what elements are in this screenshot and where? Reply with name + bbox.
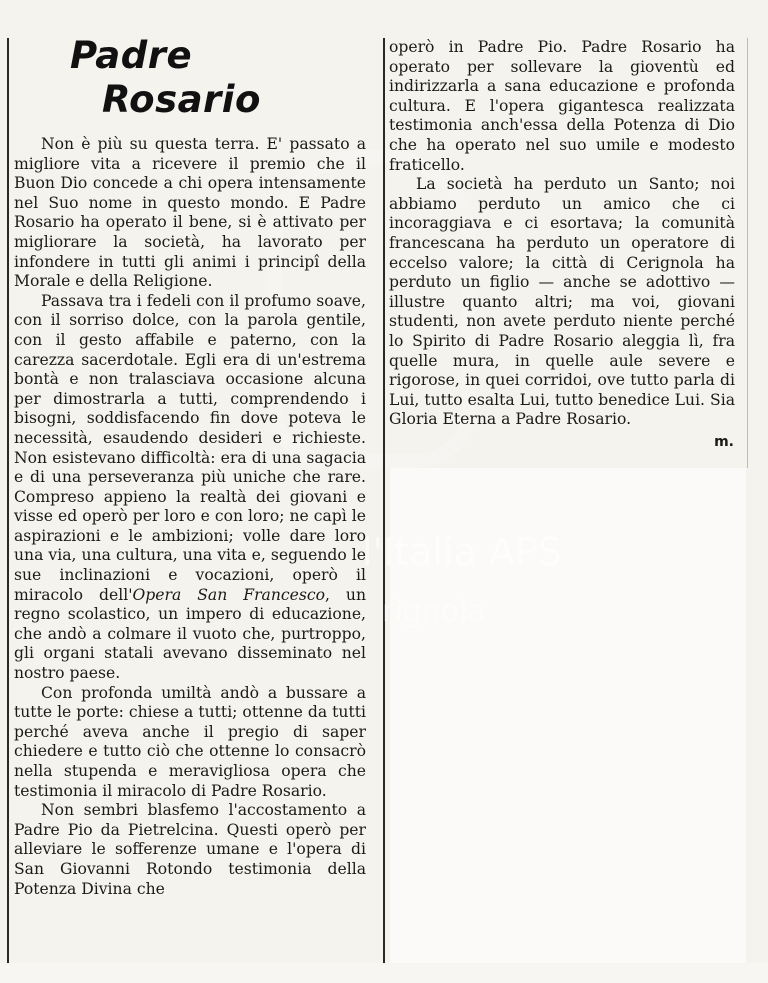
author-signature: m. xyxy=(714,433,734,450)
paragraph-5: La società ha perduto un Santo; noi abbiamo perduto un amico che ci incoraggiava e ci esortava; la comunità francescana ha perduto un operatore di eccelso valore; la città di Cerignola ha perduto un figlio — anche se adottivo — illustre quanto altri; ma voi, giovani studenti, non avete perduto niente perché lo Spirito di Padre Rosario aleggia lì, fra quelle mura, in quelle aule severe e rigorose, in quei corridoi, ove tutto parla di Lui, tutto esalta Lui, tutto benedice Lui. Sia Gloria Eterna a Padre Rosario. xyxy=(389,175,735,429)
title-line-2: Rosario xyxy=(102,78,261,121)
column-divider xyxy=(383,38,385,963)
left-border-rule xyxy=(7,38,9,963)
paragraph-2 xyxy=(14,292,366,684)
right-column xyxy=(389,38,735,452)
paragraph-4: Non sembri blasfemo l'accostamento a Padre Pio da Pietrelcina. Questi operò per alleviare le sofferenze umane e l'opera di San Giovanni Rotondo testimonia della Potenza Divina che xyxy=(14,801,366,898)
title-line-1: Padre xyxy=(70,34,193,77)
article-title xyxy=(70,34,310,122)
left-column xyxy=(14,135,366,899)
watermark-text-2: rignola xyxy=(382,594,486,629)
paragraph-2-text-b: , un regno scolastico, un impero di educazione, che andò a colmare il vuoto che, purtroppo, gli organi statali avevano disseminato nel nostro paese. xyxy=(14,585,367,683)
blank-area xyxy=(390,468,746,963)
paragraph-3: Con profonda umiltà andò a bussare a tutte le porte: chiese a tutti; ottenne da tutti perché aveva anche il pregio di saper chiedere e tutto ciò che ottenne lo consacrò nella stupenda e meravigliosa opera che testimonia il miracolo di Padre Rosario. xyxy=(14,683,366,800)
right-border-rule xyxy=(747,38,748,468)
paragraph-1: Non è più su questa terra. E' passato a migliore vita a ricevere il premio che il Buon Dio concede a chi opera intensamente nel Suo nome in questo mondo. E Padre Rosario ha operato il bene, si è attivato per migliorare la società, ha lavorato per infondere in tutti gli animi i principî della Morale e della Religione. xyxy=(14,135,366,291)
watermark-text-1: l'Italia APS xyxy=(362,530,562,574)
paragraph-2-text-a: Passava tra i fedeli con il profumo soave, con il sorriso dolce, con la parola gentile, con il gesto affabile e paterno, con la carezza sacerdotale. Egli era di un'estrema bontà e non tralasciava occasione alcuna per dimostrarla a tutti, comprendendo i bisogni, soddisfacendo fin dove poteva le necessità, esaudendo desideri e richieste. Non esistevano difficoltà: era di una sagacia e di una perseveranza più uniche che rare. Compreso appieno la realtà dei giovani e visse ed operò per loro e con loro; ne capì le aspirazioni e le ambizioni; volle dare loro una via, una cultura, una vita e, seguendo le sue inclinazioni e vocazioni, operò il miracolo dell' xyxy=(14,291,366,604)
bottom-margin xyxy=(0,963,768,983)
opera-san-francesco-italic: Opera San Francesco xyxy=(132,585,325,604)
paragraph-4-continued: operò in Padre Pio. Padre Rosario ha operato per sollevare la gioventù ed indirizzarla a sana educazione e profonda cultura. E l'opera gigantesca realizzata testimonia anch'essa della Potenza di Dio che ha operato nel suo umile e modesto fraticello. xyxy=(389,38,735,174)
